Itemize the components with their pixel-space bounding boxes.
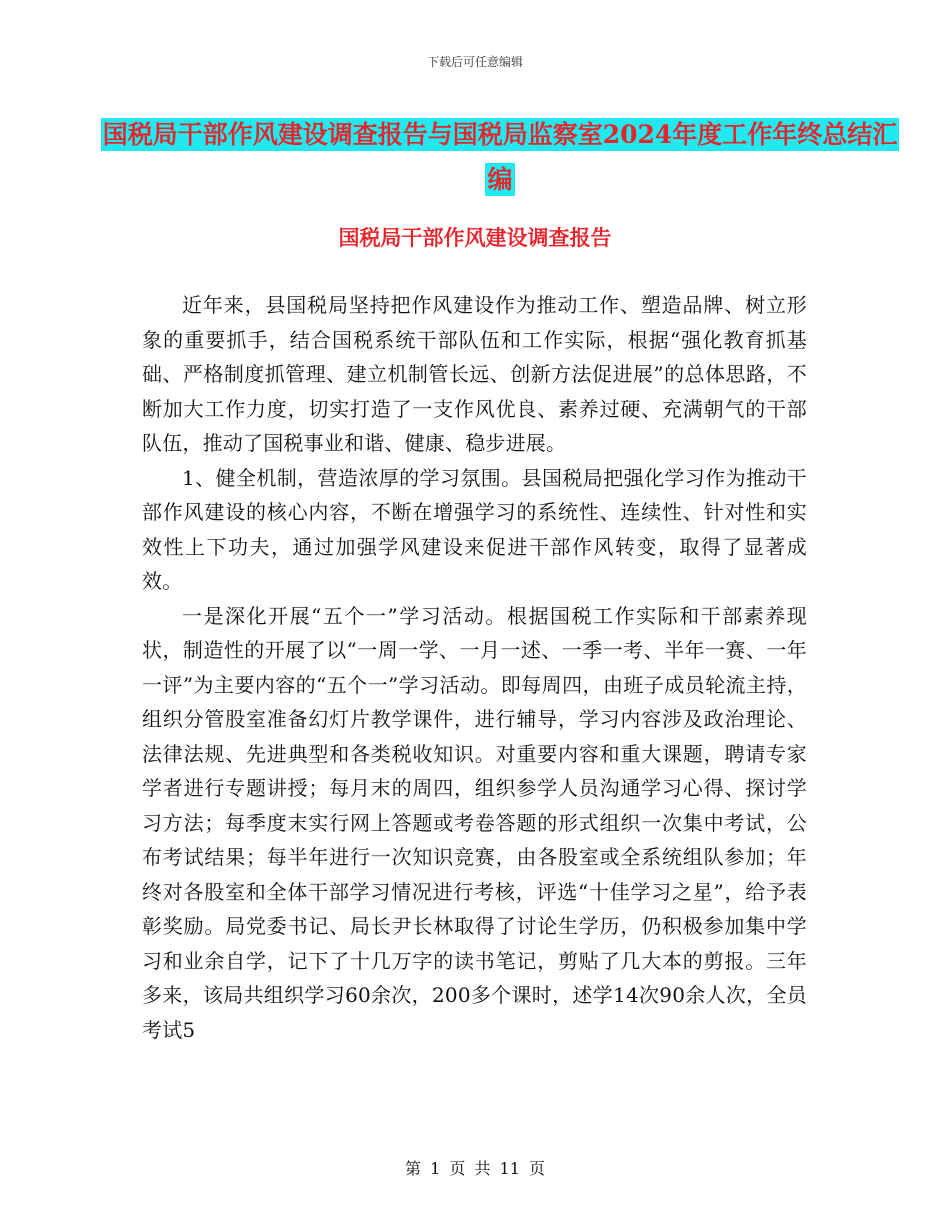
paragraph: 近年来，县国税局坚持把作风建设作为推动工作、塑造品牌、树立形象的重要抓手，结合国税系统干部队伍和工作实际，根据“强化教育抓基础、严格制度抓管理、建立机制管长远、创新方法促进展”的总体思路，不断加大工作力度，切实打造了一支作风优良、素养过硬、充满朝气的干部队伍，推动了国税事业和谐、健康、稳步进展。 bbox=[142, 293, 807, 455]
document-title-text: 国税局干部作风建设调查报告与国税局监察室2024年度工作年终总结汇编 bbox=[102, 120, 898, 194]
page-footer: 第 1 页 共 11 页 bbox=[405, 1159, 545, 1178]
paragraph: 1、健全机制，营造浓厚的学习氛围。县国税局把强化学习作为推动干部作风建设的核心内容，不断在增强学习的系统性、连续性、针对性和实效性上下功夫，通过加强学风建设来促进干部作风转变，取得了显著成效。 bbox=[142, 465, 807, 593]
paragraph: 一是深化开展“五个一”学习活动。根据国税工作实际和干部素养现状，制造性的开展了以“一周一学、一月一述、一季一考、半年一赛、一年一评”为主要内容的“五个一”学习活动。即每周四，由班子成员轮流主持，组织分管股室准备幻灯片教学课件，进行辅导，学习内容涉及政治理论、法律法规、先进典型和各类税收知识。对重要内容和重大课题，聘请专家学者进行专题讲授；每月末的周四，组织参学人员沟通学习心得、探讨学习方法；每季度末实行网上答题或考卷答题的形式组织一次集中考试，公布考试结果；每半年进行一次知识竞赛，由各股室或全系统组队参加；年终对各股室和全体干部学习情况进行考核，评选“十佳学习之星”，给予表彰奖励。局党委书记、局长尹长林取得了讨论生学历，仍积极参加集中学习和业余自学，记下了十几万字的读书笔记，剪贴了几大本的剪报。三年多来，该局共组织学习60余次，200多个课时，述学14次90余人次，全员考试5 bbox=[142, 603, 807, 1042]
body-text bbox=[142, 288, 807, 1047]
section-title: 国税局干部作风建设调查报告 bbox=[338, 225, 612, 250]
document-title bbox=[100, 112, 900, 202]
header-note: 下载后可任意编辑 bbox=[426, 55, 523, 69]
